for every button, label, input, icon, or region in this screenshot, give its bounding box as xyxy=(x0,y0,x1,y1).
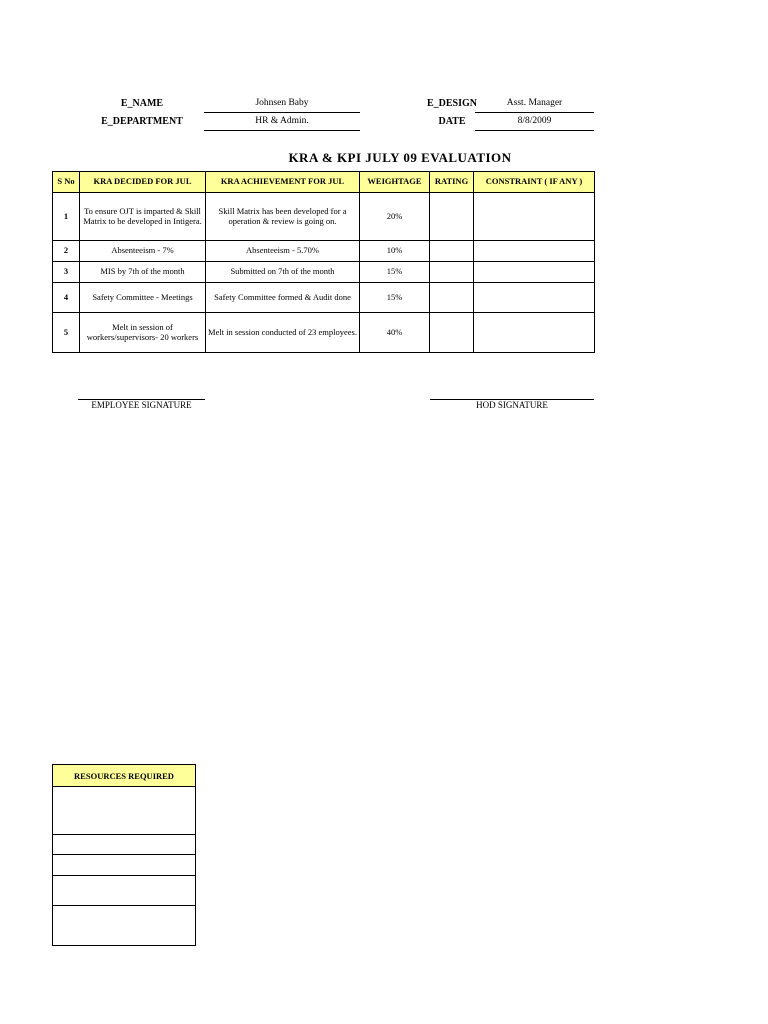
cell-achievement: Melt in session conducted of 23 employees. xyxy=(206,313,360,353)
cell-achievement: Skill Matrix has been developed for a operation & review is going on. xyxy=(206,193,360,241)
cell-sno: 1 xyxy=(53,193,80,241)
resources-row xyxy=(53,855,196,876)
cell-weightage: 15% xyxy=(360,262,430,283)
cell-rating[interactable] xyxy=(430,193,474,241)
col-header-decided: KRA DECIDED FOR JUL xyxy=(80,172,206,193)
resources-row xyxy=(53,906,196,946)
resources-cell[interactable] xyxy=(53,855,196,876)
resources-row xyxy=(53,835,196,855)
employee-signature-label: EMPLOYEE SIGNATURE xyxy=(91,400,192,410)
department-label: E_DEPARTMENT xyxy=(101,116,183,127)
cell-sno: 5 xyxy=(53,313,80,353)
resources-table xyxy=(52,764,196,946)
resources-cell[interactable] xyxy=(53,876,196,906)
name-field[interactable]: Johnsen Baby xyxy=(204,98,360,113)
resources-row xyxy=(53,787,196,835)
page-title: KRA & KPI JULY 09 EVALUATION xyxy=(288,150,512,165)
cell-constraint[interactable] xyxy=(474,193,595,241)
date-label: DATE xyxy=(438,116,466,127)
resources-row xyxy=(53,876,196,906)
table-header-row xyxy=(53,172,595,193)
cell-constraint[interactable] xyxy=(474,262,595,283)
table-row xyxy=(53,241,595,262)
cell-rating[interactable] xyxy=(430,283,474,313)
cell-weightage: 40% xyxy=(360,313,430,353)
cell-decided: To ensure OJT is imparted & Skill Matrix to be developed in Intigera. xyxy=(80,193,206,241)
resources-header-row xyxy=(53,765,196,787)
col-header-constraint: CONSTRAINT ( IF ANY ) xyxy=(474,172,595,193)
resources-cell[interactable] xyxy=(53,787,196,835)
cell-achievement: Submitted on 7th of the month xyxy=(206,262,360,283)
department-field[interactable]: HR & Admin. xyxy=(204,116,360,131)
resources-header: RESOURCES REQUIRED xyxy=(53,765,196,787)
cell-decided: Absenteeism - 7% xyxy=(80,241,206,262)
cell-constraint[interactable] xyxy=(474,283,595,313)
cell-weightage: 10% xyxy=(360,241,430,262)
cell-sno: 2 xyxy=(53,241,80,262)
cell-decided: Melt in session of workers/supervisors- 20 workers xyxy=(80,313,206,353)
col-header-achievement: KRA ACHIEVEMENT FOR JUL xyxy=(206,172,360,193)
cell-constraint[interactable] xyxy=(474,241,595,262)
hod-signature-label: HOD SIGNATURE xyxy=(476,400,548,410)
cell-sno: 3 xyxy=(53,262,80,283)
kra-table xyxy=(52,171,595,353)
cell-sno: 4 xyxy=(53,283,80,313)
col-header-sno: S No xyxy=(53,172,80,193)
cell-achievement: Safety Committee formed & Audit done xyxy=(206,283,360,313)
cell-achievement: Absenteeism - 5.70% xyxy=(206,241,360,262)
design-field[interactable]: Asst. Manager xyxy=(475,98,594,113)
col-header-rating: RATING xyxy=(430,172,474,193)
cell-decided: Safety Committee - Meetings xyxy=(80,283,206,313)
date-field[interactable]: 8/8/2009 xyxy=(475,116,594,131)
table-row xyxy=(53,283,595,313)
table-row xyxy=(53,193,595,241)
cell-rating[interactable] xyxy=(430,241,474,262)
cell-decided: MIS by 7th of the month xyxy=(80,262,206,283)
table-row xyxy=(53,262,595,283)
resources-cell[interactable] xyxy=(53,906,196,946)
cell-weightage: 15% xyxy=(360,283,430,313)
resources-cell[interactable] xyxy=(53,835,196,855)
cell-weightage: 20% xyxy=(360,193,430,241)
cell-rating[interactable] xyxy=(430,313,474,353)
table-row xyxy=(53,313,595,353)
design-label: E_DESIGN xyxy=(426,98,477,109)
col-header-weightage: WEIGHTAGE xyxy=(360,172,430,193)
name-label: E_NAME xyxy=(120,98,164,109)
cell-rating[interactable] xyxy=(430,262,474,283)
cell-constraint[interactable] xyxy=(474,313,595,353)
